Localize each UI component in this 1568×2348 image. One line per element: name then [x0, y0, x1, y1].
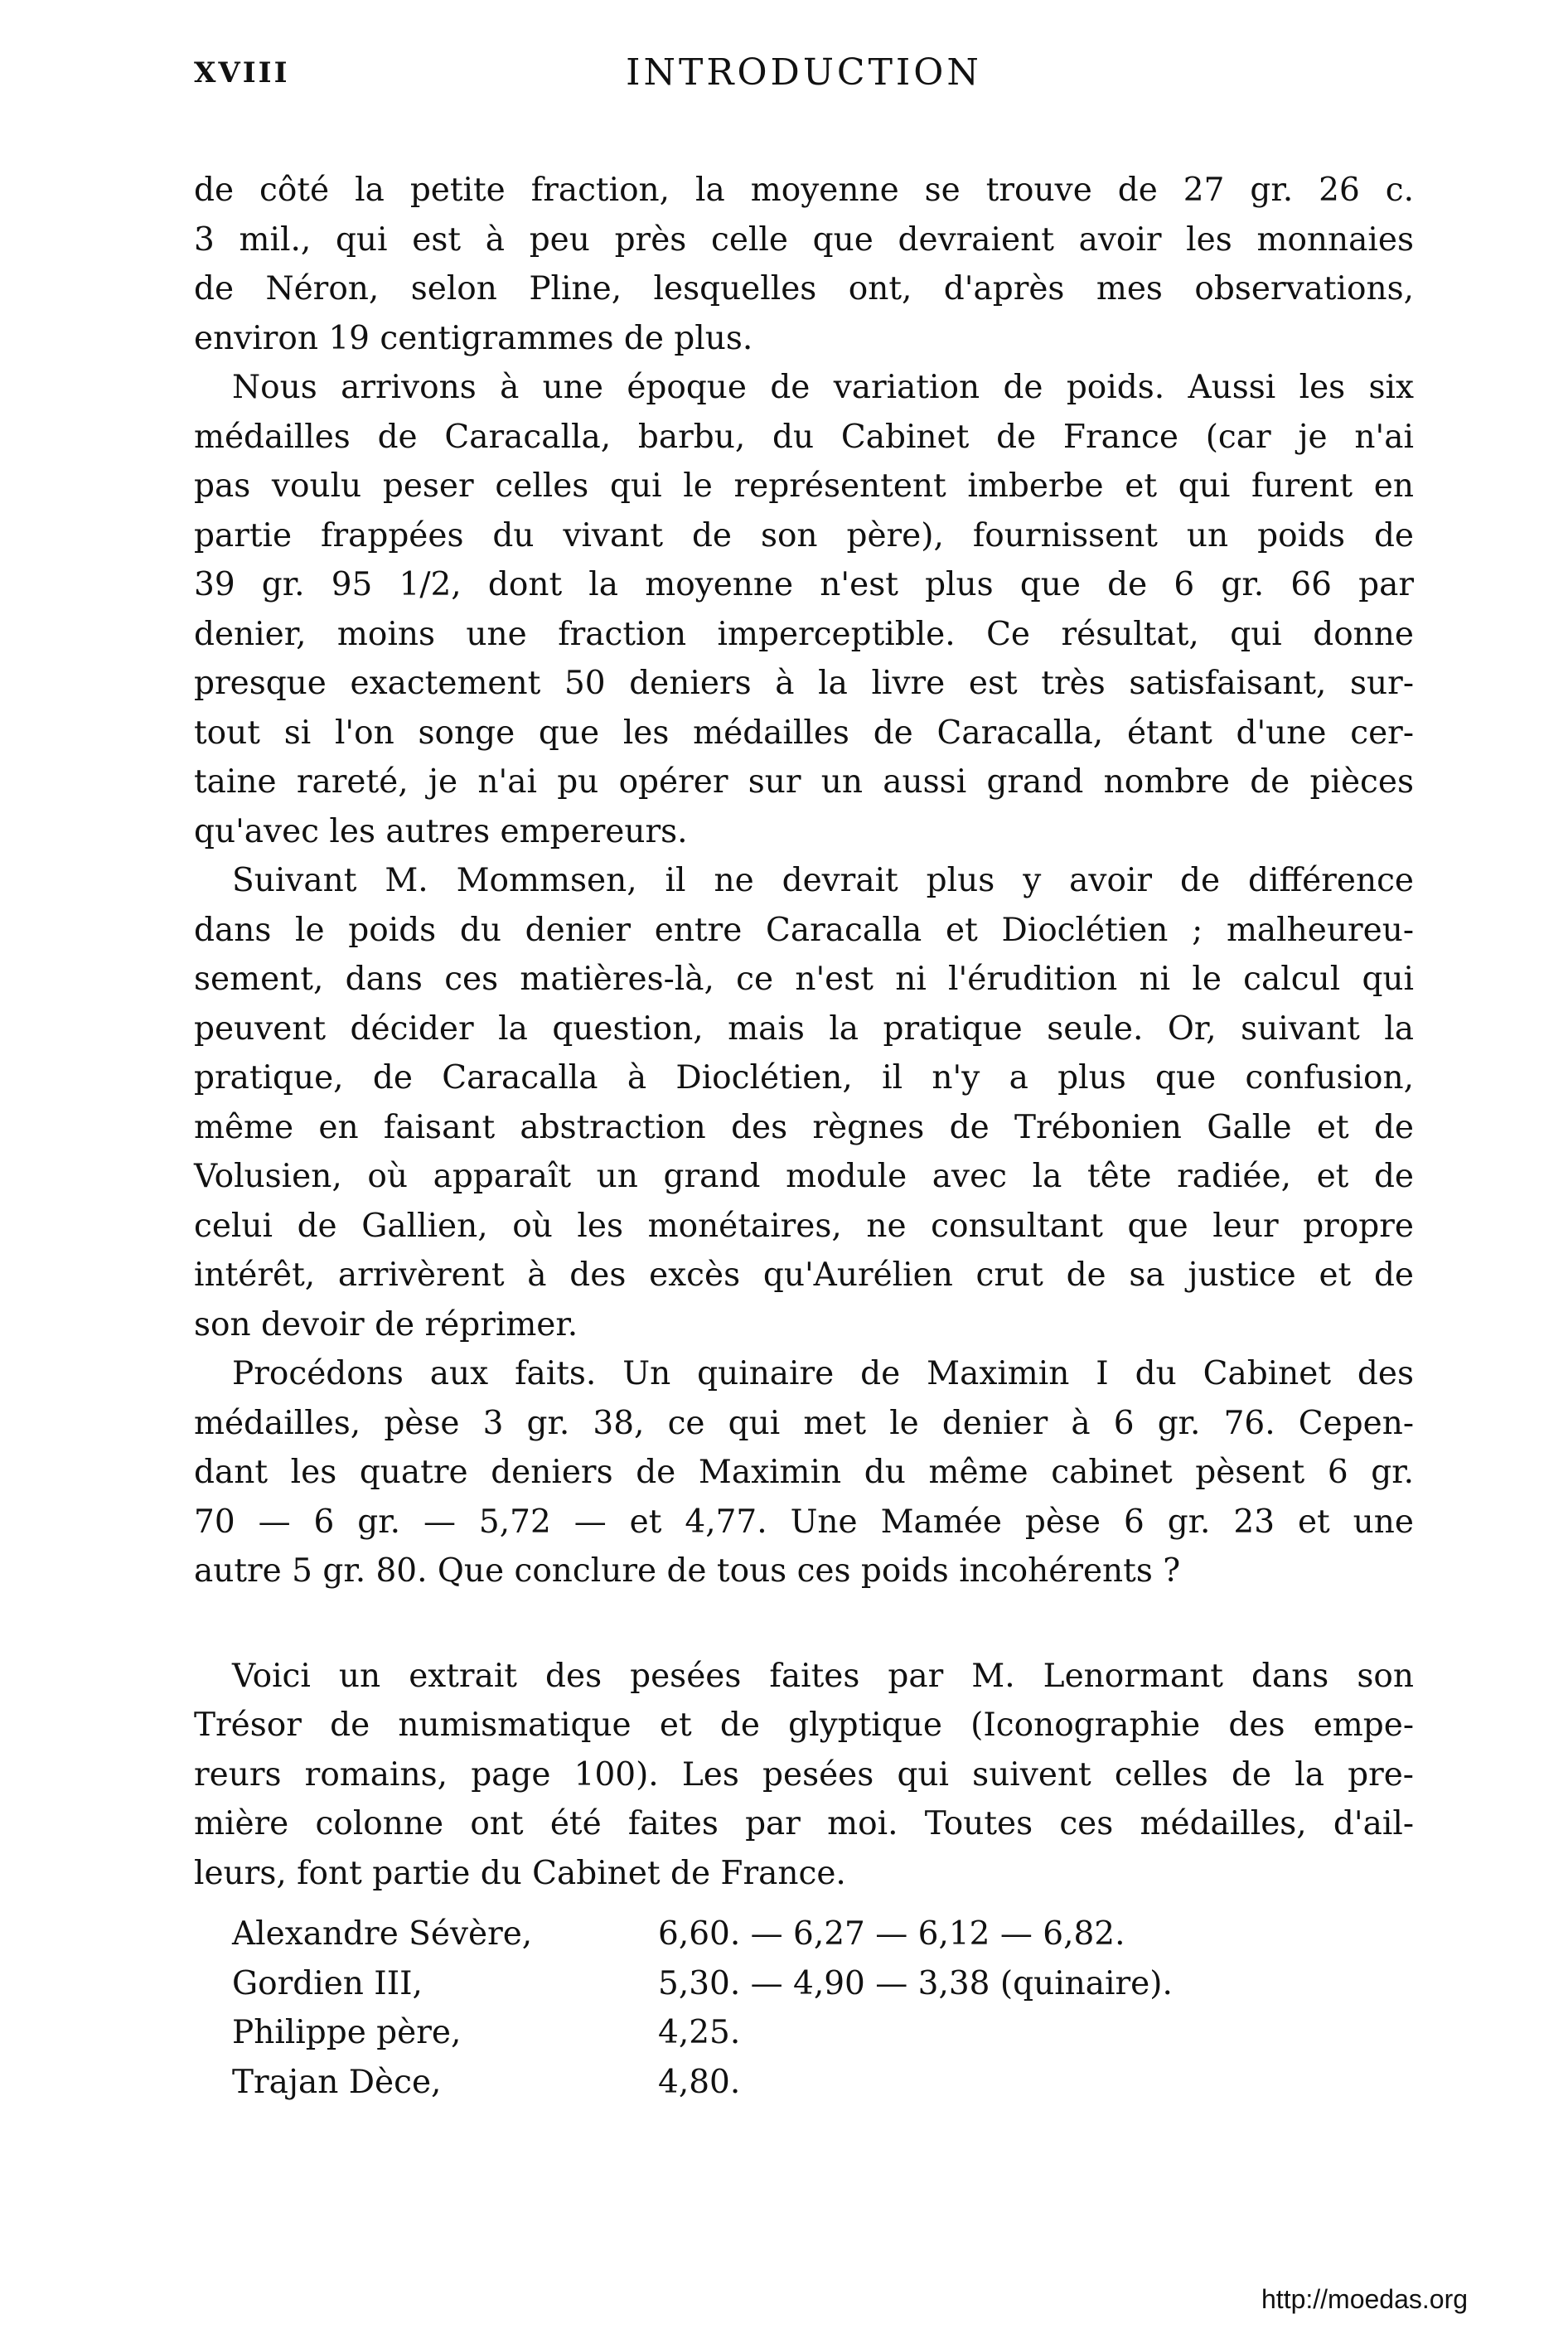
text-line: autre 5 gr. 80. Que conclure de tous ces poids incohérents ? [194, 1552, 1181, 1590]
text-line: Trésor de numismatique et de glyptique (Iconographie des empe- [194, 1707, 1414, 1744]
text-line: presque exactement 50 deniers à la livre est très satisfaisant, sur- [194, 665, 1414, 702]
text-line: reurs romains, page 100). Les pesées qui suivent celles de la pre- [194, 1755, 1414, 1794]
paragraph [194, 166, 1414, 363]
text-line: mière colonne ont été faites par moi. Toutes ces médailles, d'ail- [194, 1805, 1414, 1842]
weight-values: 6,60. — 6,27 — 6,12 — 6,82. [658, 1915, 1125, 1953]
text-line: son devoir de réprimer. [194, 1305, 578, 1343]
text-line: 70 — 6 gr. — 5,72 — et 4,77. Une Mamée pèse 6 gr. 23 et une [194, 1503, 1414, 1541]
text-line: 3 mil., qui est à peu près celle que devraient avoir les monnaies [194, 220, 1414, 259]
text-line: sement, dans ces matières-là, ce n'est ni l'érudition ni le calcul qui [194, 961, 1414, 998]
text-line: médailles, pèse 3 gr. 38, ce qui met le denier à 6 gr. 76. Cepen- [194, 1404, 1414, 1442]
text-line: de côté la petite fraction, la moyenne se trouve de 27 gr. 26 c. [194, 172, 1414, 209]
text-line: environ 19 centigrammes de plus. [194, 319, 753, 357]
running-title: INTRODUCTION [626, 51, 982, 94]
text-line: Volusien, où apparaît un grand module avec la tête radiée, et de [194, 1158, 1414, 1195]
weight-values: 5,30. — 4,90 — 3,38 (quinaire). [658, 1964, 1173, 2002]
weights-table [194, 1910, 1414, 2107]
table-row [194, 1959, 1414, 2009]
table-row [194, 1910, 1414, 1959]
page-header [194, 51, 1414, 101]
table-row [194, 2008, 1414, 2058]
emperor-name: Trajan Dèce, [232, 2063, 442, 2101]
text-line: pratique, de Caracalla à Dioclétien, il n'y a plus que confusion, [194, 1059, 1414, 1097]
watermark-url: http://moedas.org [1261, 2284, 1469, 2314]
page-body [194, 166, 1414, 2107]
weight-values: 4,25. [658, 2014, 741, 2051]
text-line: dans le poids du denier entre Caracalla et Dioclétien ; malheureu- [194, 911, 1414, 949]
text-line: tout si l'on songe que les médailles de Caracalla, étant d'une cer- [194, 714, 1414, 752]
text-line: taine rareté, je n'ai pu opérer sur un aussi grand nombre de pièces [194, 763, 1414, 801]
text-line: Nous arrivons à une époque de variation de poids. Aussi les six [232, 369, 1414, 406]
text-line: Voici un extrait des pesées faites par M. Lenormant dans son [232, 1657, 1414, 1695]
text-line: peuvent décider la question, mais la pratique seule. Or, suivant la [194, 1009, 1414, 1048]
paragraph [194, 363, 1414, 856]
paragraph-gap [194, 1596, 1414, 1652]
text-line: médailles de Caracalla, barbu, du Cabinet de France (car je n'ai [194, 418, 1414, 456]
paragraph [194, 1349, 1414, 1596]
text-line: partie frappées du vivant de son père), fournissent un poids de [194, 516, 1414, 554]
text-line: même en faisant abstraction des règnes de Trébonien Galle et de [194, 1108, 1414, 1146]
text-line: Procédons aux faits. Un quinaire de Maximin I du Cabinet des [232, 1355, 1414, 1392]
text-line: 39 gr. 95 1/2, dont la moyenne n'est plus que de 6 gr. 66 par [194, 566, 1414, 603]
text-line: de Néron, selon Pline, lesquelles ont, d'après mes observations, [194, 270, 1414, 307]
text-line: leurs, font partie du Cabinet de France. [194, 1854, 846, 1892]
text-line: dant les quatre deniers de Maximin du même cabinet pèsent 6 gr. [194, 1454, 1414, 1491]
text-line: pas voulu peser celles qui le représentent imberbe et qui furent en [194, 467, 1414, 505]
paragraph [194, 856, 1414, 1349]
emperor-name: Alexandre Sévère, [232, 1915, 533, 1953]
paragraph [194, 1652, 1414, 1899]
page-number: XVIII [194, 56, 290, 90]
text-line: Suivant M. Mommsen, il ne devrait plus y avoir de différence [232, 862, 1414, 899]
text-line: intérêt, arrivèrent à des excès qu'Aurélien crut de sa justice et de [194, 1256, 1414, 1294]
table-row [194, 2058, 1414, 2108]
emperor-name: Philippe père, [232, 2014, 462, 2051]
text-line: celui de Gallien, où les monétaires, ne consultant que leur propre [194, 1207, 1414, 1245]
weight-values: 4,80. [658, 2063, 741, 2101]
text-line: denier, moins une fraction imperceptible. Ce résultat, qui donne [194, 615, 1414, 653]
emperor-name: Gordien III, [232, 1964, 423, 2002]
text-line: qu'avec les autres empereurs. [194, 812, 688, 850]
